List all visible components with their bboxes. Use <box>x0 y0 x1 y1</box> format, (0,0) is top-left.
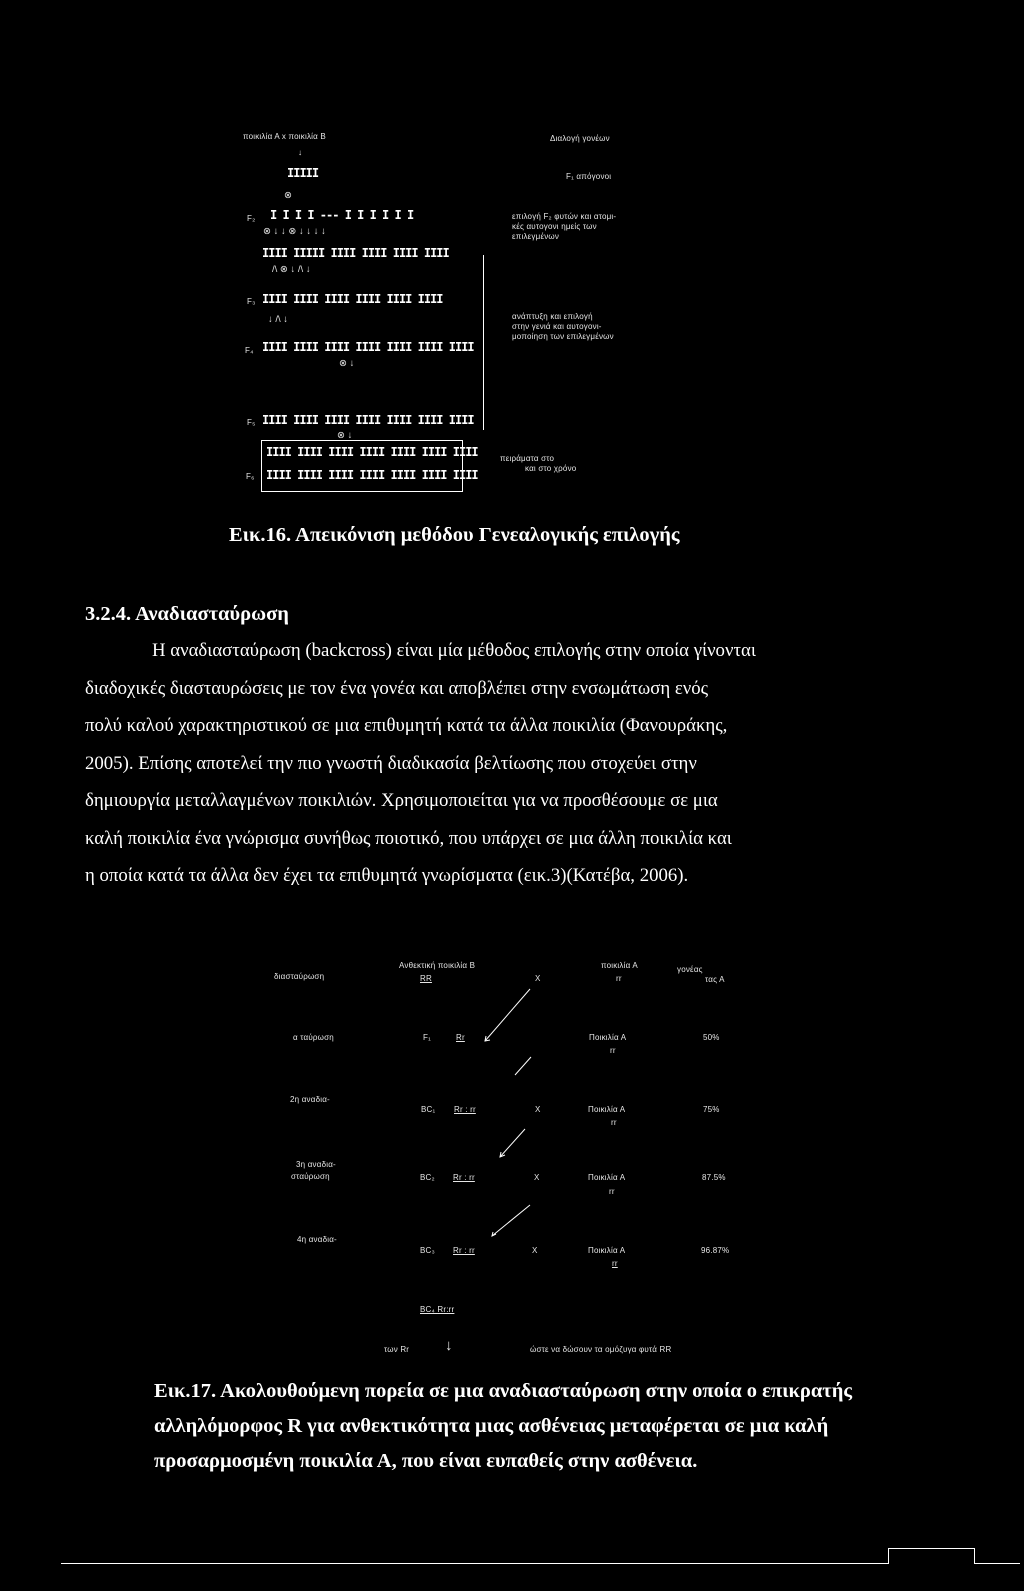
note-3-line-2: και στο χρόνο <box>525 464 577 473</box>
f4-bars: ΙΙΙΙ ΙΙΙΙ ΙΙΙΙ ΙΙΙΙ ΙΙΙΙ ΙΙΙΙ <box>262 292 443 306</box>
row3-label-2: σταύρωση <box>291 1172 330 1181</box>
self-cross-icon: ⊗ <box>284 190 292 201</box>
note-1-line-2: κές αυτογονι ημείς των <box>512 222 597 231</box>
footer-line-right <box>974 1563 1020 1564</box>
figure-17-caption-line-2: αλληλόμορφος R για ανθεκτικότητα μιας ασθένειας μεταφέρεται σε μια καλή <box>154 1415 829 1437</box>
row1-label: α ταύρωση <box>293 1033 334 1042</box>
arrow-line-2 <box>515 1057 531 1075</box>
row4-genotype: Rr : rr <box>453 1246 475 1255</box>
row0-parent-b-genotype: RR <box>420 974 432 983</box>
f6-bars: ΙΙΙΙ ΙΙΙΙ ΙΙΙΙ ΙΙΙΙ ΙΙΙΙ ΙΙΙΙ ΙΙΙΙ <box>262 413 474 427</box>
paragraph-line-3: πολύ καλού χαρακτηριστικού σε μια επιθυμητή κατά τα άλλα ποικιλία (Φανουράκης, <box>85 715 728 736</box>
footer-line-left <box>61 1563 888 1564</box>
arrow-down-icon: ↓ <box>445 1337 453 1354</box>
paragraph-line-5: δημιουργία μεταλλαγμένων ποικιλιών. Χρησιμοποιείται για να προσθέσουμε σε μια <box>85 790 718 811</box>
paragraph-line-2: διαδοχικές διασταυρώσεις με τον ένα γονέα και αποβλέπει στην ενσωμάτωση ενός <box>85 677 709 699</box>
row0-parent-b: Ανθεκτική ποικιλία Β <box>399 961 476 970</box>
note-2-line-1: ανάπτυξη και επιλογή <box>512 312 593 321</box>
f2-bars: Ι Ι Ι Ι --- Ι Ι Ι Ι Ι Ι <box>270 208 414 222</box>
note-2-line-2: στην γενιά και αυτογονι- <box>512 322 602 331</box>
gen-label-f3: F₃ <box>247 297 256 306</box>
row2-genotype: Rr : rr <box>454 1105 476 1114</box>
row1-variety-genotype: rr <box>610 1046 616 1055</box>
paragraph-line-1: Η αναδιασταύρωση (backcross) είναι μία μέθοδος επιλογής στην οποία γίνονται <box>152 640 756 661</box>
row4-cross-x: X <box>532 1246 538 1255</box>
f5-bars: ΙΙΙΙ ΙΙΙΙ ΙΙΙΙ ΙΙΙΙ ΙΙΙΙ ΙΙΙΙ ΙΙΙΙ <box>262 340 474 354</box>
row2-label: 2η αναδια- <box>290 1095 330 1104</box>
row0-recurrent-line-1: γονέας <box>677 965 703 974</box>
row2-variety: Ποικιλία Α <box>588 1105 626 1114</box>
row2-variety-genotype: rr <box>611 1118 617 1127</box>
arrow-line-4 <box>492 1205 530 1236</box>
bottom-left-note: των Rr <box>384 1345 410 1354</box>
gen-label-f2: F₂ <box>247 214 256 223</box>
row4-generation: BC₃ <box>420 1246 435 1255</box>
f2-cross-row: ⊗ ↓ ↓ ⊗ ↓ ↓ ↓ ↓ <box>263 226 326 237</box>
footer-line-top <box>888 1548 974 1549</box>
f6-cross: ⊗ ↓ <box>337 430 353 441</box>
box-row-1: ΙΙΙΙ ΙΙΙΙ ΙΙΙΙ ΙΙΙΙ ΙΙΙΙ ΙΙΙΙ ΙΙΙΙ <box>266 445 478 459</box>
row1-generation: F₁ <box>423 1033 431 1042</box>
row2-generation: BC₁ <box>421 1105 436 1114</box>
footer-step-1 <box>888 1548 889 1564</box>
row3-variety-genotype: rr <box>609 1187 615 1196</box>
figure-16-caption: Εικ.16. Απεικόνιση μεθόδου Γενεαλογικής επιλογής <box>229 524 680 546</box>
row4-variety-genotype: rr <box>612 1259 618 1268</box>
row0-parent-a: ποικιλία Α <box>601 961 638 970</box>
row4-label: 4η αναδια- <box>297 1235 337 1244</box>
figure-17-caption-line-3: προσαρμοσμένη ποικιλία Α, που είναι ευπαθείς στην ασθένεια. <box>154 1450 698 1472</box>
f3-split-row: /\ ⊗ ↓ /\ ↓ <box>272 264 311 275</box>
row0-recurrent-line-2: τας Α <box>705 975 725 984</box>
row2-percent: 75% <box>703 1105 720 1114</box>
row2-cross-x: X <box>535 1105 541 1114</box>
bc4-result: BC₄ Rr:rr <box>420 1305 455 1314</box>
paragraph-line-4: 2005). Επίσης αποτελεί την πιο γνωστή διαδικασία βελτίωσης που στοχεύει στην <box>85 752 697 774</box>
arrow-line-3 <box>500 1129 525 1157</box>
row3-variety: Ποικιλία Α <box>588 1173 626 1182</box>
row3-generation: BC₂ <box>420 1173 435 1182</box>
box-row-2: ΙΙΙΙ ΙΙΙΙ ΙΙΙΙ ΙΙΙΙ ΙΙΙΙ ΙΙΙΙ ΙΙΙΙ <box>266 468 478 482</box>
footer-step-2 <box>974 1548 975 1564</box>
row3-percent: 87.5% <box>702 1173 726 1182</box>
note-2-line-3: μοποίηση των επιλεγμένων <box>512 332 614 341</box>
row1-percent: 50% <box>703 1033 720 1042</box>
row3-label: 3η αναδια- <box>296 1160 336 1169</box>
note-1-line-1: επιλογή F₂ φυτών και ατομι- <box>512 212 617 221</box>
arrow-line-1 <box>485 989 530 1041</box>
row3-genotype: Rr : rr <box>453 1173 475 1182</box>
f1-label: F₁ απόγονοι <box>566 172 612 181</box>
f1-bars: ΙΙΙΙΙ <box>287 166 319 180</box>
paragraph-line-7: η οποία κατά τα άλλα δεν έχει τα επιθυμητά γνωρίσματα (εικ.3)(Κατέβα, 2006). <box>85 865 689 886</box>
f3-bars: ΙΙΙΙ ΙΙΙΙΙ ΙΙΙΙ ΙΙΙΙ ΙΙΙΙ ΙΙΙΙ <box>262 246 449 260</box>
row1-genotype: Rr <box>456 1033 465 1042</box>
note-1-line-3: επιλεγμένων <box>512 232 560 241</box>
row0-parent-a-genotype: rr <box>616 974 622 983</box>
row4-variety: Ποικιλία Α <box>588 1246 626 1255</box>
section-heading: 3.2.4. Αναδιασταύρωση <box>85 603 289 625</box>
fig16-top-left-title: ποικιλία Α x ποικιλία Β <box>243 132 326 141</box>
fig16-top-right-title: Διαλογή γονέων <box>550 134 610 143</box>
row4-percent: 96.87% <box>701 1246 730 1255</box>
figure-17-caption-line-1: Εικ.17. Ακολουθούμενη πορεία σε μια αναδιασταύρωση στην οποία ο επικρατής <box>154 1380 853 1402</box>
row0-cross-x: X <box>535 974 541 983</box>
bottom-right-note: ώστε να δώσουν τα ομόζυγα φυτά RR <box>530 1345 672 1354</box>
row1-variety: Ποικιλία Α <box>589 1033 627 1042</box>
f5-cross: ⊗ ↓ <box>339 358 355 369</box>
gen-label-f4: F₄ <box>245 346 254 355</box>
note-3-line-1: πειράματα στο <box>500 454 555 463</box>
gen-label-f5: F₅ <box>247 418 256 427</box>
paragraph-line-6: καλή ποικιλία ένα γνώρισμα συνήθως ποιοτικό, που υπάρχει σε μια άλλη ποικιλία και <box>85 827 732 849</box>
arrow-down-icon: ↓ <box>298 148 303 157</box>
row0-label: διασταύρωση <box>274 972 325 981</box>
row3-cross-x: X <box>534 1173 540 1182</box>
gen-label-f6: F₆ <box>246 472 255 481</box>
f4-split-row: ↓ /\ ↓ <box>268 314 289 325</box>
